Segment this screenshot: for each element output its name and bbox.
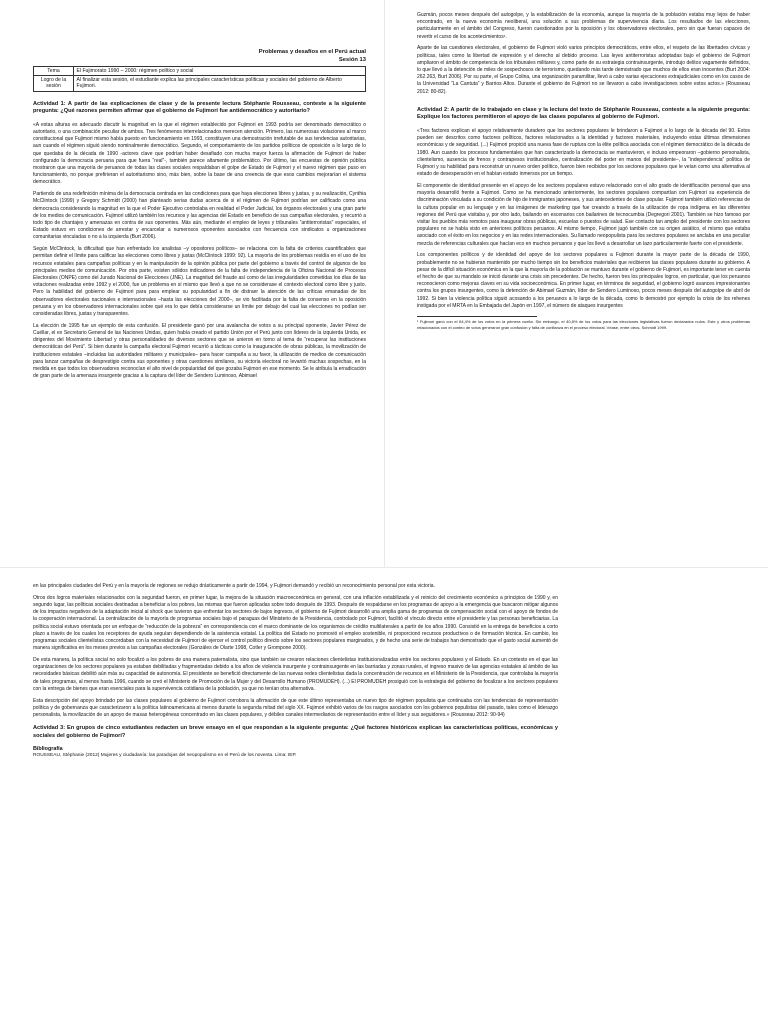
bibliography-entry: ROUSSEAU, Stéphanie (2012) Mujeres y ciudadanía: las paradojas del neopopulismo en el Perú de los noventa. Lima: IEP. bbox=[33, 753, 297, 759]
paragraph: La elección de 1995 fue un ejemplo de esta confusión. El presidente ganó por una avalancha de votos a su principal oponente, Javier Pérez de Cuéllar, el ex Secretario General de las Naciones Unidas, quien había creado el partido Unión por el Perú junto con líderes de la izquierda Unida, ex dirigentes del Movimiento Libertad y otras personalidades de diversos sectores que se unieron en torno al tema de “recuperar las instituciones democráticas del Perú”. Si bien durante la campaña electoral Fujimori recurrió a tácticas como la inauguración de obras públicas, la movilización de instituciones estatales –incluidas las autoridades militares y municipales– para hacer campaña a su favor, la utilización de medios de comunicación para lanzar campañas de desprestigio contra sus oponentes y otras cuestiones similares, su victoria electoral no levantó muchas sospechas, en la medida en que todos los observadores reconocían el alto nivel de popularidad del que gozaba Fujimori en ese momento. Se le atribuía la erradicación de gran parte de la amenaza insurgente gracias a la captura del líder de Sendero Luminoso, Abimael bbox=[33, 322, 366, 380]
paragraph: Esta descripción del apoyo brindado por las clases populares al gobierno de Fujimori corrobora la afirmación de que este último representaba un nuevo tipo de régimen populista que continuaba con las tendencias de representación política y de gobernanza que caracterizaron a la política latinoamericana al menos durante la segunda mitad del siglo XX. Fujimori exhibió varios de los rasgos asociados con los gobiernos populistas del pasado, tales como el liderazgo personalista, la movilización de un apoyo de masas heterogéneas concentrado en las clases populares, y débiles canales intermediarios de representación entre el líder y sus seguidores.» (Rousseau 2012: 90-94) bbox=[33, 697, 558, 719]
document-title bbox=[33, 48, 366, 64]
paragraph: Según McClintock, la dificultad que han enfrentado los analistas –y opositores políticos– se relaciona con la falta de criterios cuantificables que permitan definir el límite para calificar las elecciones como libres y justas (McClintock 1999: 92). La mayoría de los problemas residía en el uso de los recursos estatales para campañas políticas y en la manipulación de la opinión pública por parte del gobierno a través del control de algunos de los principales medios de comunicación. Por otra parte, existen sólidos indicadores de la falta de independencia de la Oficina Nacional de Procesos Electorales (ONPE) como del Jurado Nacional de Elecciones (JNE). La magnitud del fraude así como de las irregularidades cometidas los días de las votaciones realizadas entre 1992 y el 2000, fue un problema en sí mismo que llevó a que no se considerase el contexto electoral como libre y justo. Pero la habilidad del gobierno de Fujimori para para emplear su popularidad a fin de distraer la atención de las críticas emanadas de los observadores electorales nacionales e internacionales –hasta las elecciones del 2000–, se vio facilitada por la falta de consenso en la oposición peruana y en los observadores internacionales sobre qué era lo que debía considerarse un límite por debajo del cual las elecciones no podían ser consideradas libres, justas y transparentes. bbox=[33, 246, 366, 318]
document-page-1 bbox=[0, 0, 384, 567]
session-number: Sesión 13 bbox=[338, 57, 366, 64]
table-row bbox=[34, 76, 366, 91]
paragraph: Aparte de las cuestiones electorales, el gobierno de Fujimori violó varios principios democráticos, entre ellos, el respeto de las libertades cívicas y políticas, tales como la libertad de expresión y el derecho al debido proceso. Las leyes antiterroristas adoptadas bajo el gobierno de Fujimori ampliaron el ámbito de competencia de los tribunales militares y, como parte de su estrategia contrainsurgente, introdujo delitos vagamente definidos, lo que llevó a la detención de miles de sospechosos de terrorismo, quedando más tarde demostrado que muchos de ellos eran inocentes (Burt 2004: 262.263, Burt 2006). Por su parte, el Grupo Colina, una organización paramilitar, llevó a cabo varias ejecuciones extrajudiciales como en los casos de la Universidad “La Cantuta” y Barrios Altos. Durante el gobierno de Fujimori no se llevaron a cabo investigaciones sobre estos actos.» (Rousseau 2012: 80-82). bbox=[417, 45, 750, 95]
document-page-2 bbox=[385, 0, 768, 567]
table-value-cell: Al finalizar esta sesión, el estudiante explica las principales características políticas y sociales del gobierno de Alberto Fujimori. bbox=[74, 76, 366, 91]
paragraph: «A estas alturas es adecuado discutir la magnitud en la que el régimen establecido por Fujimori en 1993 podría ser denominado democrático o autoritario, o una combinación peculiar de ambos. Tres fenómenos interrelacionados merecen atención. Primero, las numerosas violaciones al marco constitucional que Fujimori mismo había puesto en funcionamiento en 1993, constituyen una demostración irrefutable de sus tendencias autoritarias, aun cuando el régimen siguió siendo nominalmente democrático. Segundo, el comportamiento de los partidos políticos de oposición a lo largo de lo que quedaba de la década de 1990 -actores clave que podrían haber desafiado con mucha mayor fuerza la afirmación de Fujimori de haber configurado la democracia peruana para que fuera “real”-, también parece altamente problemático. Por último, las encuestas de opinión pública mostraron que una mayoría de peruanos de todas las clases sociales respaldaban el golpe de Estado de Fujimori y el nuevo régimen que puso en funcionamiento, no porque prefirieran el autoritarismo sino, más bien, sobre la base de una creencia de que esos cambios mejorarían el sistema democrático. bbox=[33, 121, 366, 186]
bibliography-heading: Bibliografía bbox=[33, 746, 63, 753]
paragraph: «Tres factores explican el apoyo relativamente duradero que los sectores populares le brindaron a Fujimori a lo largo de la década del 90. Estos pueden ser descritos como factores políticos, factores relacionados a la identidad y factores materiales, incluyendo estas últimas dimensiones económicas y de seguridad. (...) Fujimori propició una nueva fase de ruptura con la élite política asociada con el régimen democrático de la década de 1980. Aun cuando los procesos fundamentales que han caracterizado la democracia se mantuvieron, e incluso empeoraron –gobierno personalista, clientelismo, ausencia de frenos y contrapesos institucionales, centralización del poder en manos del presidente–, la “independencia” política de Fujimori y su habilidad para reconstruir un nuevo orden político, fueron bien recibidos por los sectores populares que le veían como una alternativa al estado de desesperación en el habían estado inmersos por un tiempo. bbox=[417, 128, 750, 178]
activity-1-heading: Actividad 1: A partir de las explicaciones de clase y de la presente lectura Stéphanie Rousseau, conteste a la siguiente pregunta: ¿Qué razones permiten afirmar que el gobierno de Fujimori fue antidemocrático y autoritario? bbox=[33, 100, 366, 115]
activity-3-heading: Actividad 3: En grupos de cinco estudiantes redacten un breve ensayo en el que respondan a la siguiente pregunta: ¿Qué factores históricos explican las características políticas, económicas y sociales del gobierno de Fujimori? bbox=[33, 725, 558, 739]
footnote-divider bbox=[417, 316, 537, 317]
paragraph: De esta manera, la política social no solo focalizó a los pobres de una manera paternalista, sino que también se crearon relaciones clientelistas institucionalizadas entre los sectores populares y el Estado. En un contexto en el que las organizaciones de los sectores populares ya estaban debilitadas y fragmentadas debido a los años de violencia insurgente y contrainsurgente en las barriadas y zonas rurales, el ingreso masivo de las agencias estatales al ámbito de las necesidades básicas debilitó aún más su capacidad de autonomía. El presidente se benefició directamente de las nuevas redes clientelistas dada la concentración de recursos en el Ministerio de la Presidencia, que controlaba la mayoría de tales programas, al menos hasta 1996, cuando se creó el Ministerio de Promoción de la Mujer y del Desarrollo Humano (PROMUDEH). (...) El PROMUDEH prosiguió con la estrategia del gobierno de focalizar a los sectores populares con la entrega de bienes que eran esenciales para la supervivencia cotidiana de la población, ya que no tenían otra alternativa. bbox=[33, 657, 558, 692]
table-value-cell: El Fujimorato 1990 – 2000: régimen político y social bbox=[74, 67, 366, 76]
table-key-cell: Logro de la sesión bbox=[34, 76, 74, 91]
paragraph: Otros dos logros materiales relacionados con la seguridad fueron, en primer lugar, la mejora de la situación macroeconómica en general, con una inflación estabilizada y el reinicio del crecimiento económico a principios de 1990 y, en segundo lugar, las políticas sociales destinadas a beneficiar a los pobres, las mismas que fueron aplicadas sobre todo después de 1993. Después de respaldarse en los programas de apoyo a la emergencia que buscaron mitigar algunos de los impactos negativos de la adaptación inicial al shock que tuvieron que enfrentar los sectores de bajos ingresos, el gobierno de Fujimori desarrolló una amplia gama de programas de compensación social con el apoyo de fondos de la cooperación internacional. La centralización de la mayoría de programas sociales bajo el paraguas del Ministerio de la Presidencia, controlado por Fujimori, facilitó el vínculo directo entre el presidente y las personas beneficiarias. La política social estuvo orientada por un enfoque de “reducción de la pobreza” en correspondencia con el marco dominante de los organismos de crédito multilaterales a partir de los años 1990. Consistió en la entrega de beneficios a corto plazo a través de los cuales los receptores de ayuda seguían dependiendo de la asistencia estatal. La política del Estado no promovió el empleo sostenible, ni proporcionó recursos productivos o de formación técnica. En cambio, los programas sociales clientelistas concordaban con la necesidad de Fujimori de ejercer el control político directo sobre los sectores populares marginados, y de hecho una serie de trabajos han demostrado que el gasto social aumentó de manera significativa en los meses previos a las campañas electorales (Gonzáles de Olarte 1998, Cotler y Grompone 2000). bbox=[33, 594, 558, 652]
paragraph: Partiendo de una redefinición mínima de la democracia centrada en las condiciones para que haya elecciones libres y justas, y su realización, Cynthia McClintock (1999) y Gregory Schmidt (2000) han planteado serias dudas acerca de si el régimen de Fujimori podrían ser calificado como una democracia considerando la magnitud en la que el Poder Ejecutivo controlaba en realidad el Poder Judicial, los órganos electorales y una gran parte de los medios de comunicación. Fujimori utilizó también los recursos y las agencias del Estado en beneficio de sus campañas electorales, y recurrió a todo tipo de chantajes y amenazas en contra de sus oponentes. Más aún, mediante el empleo de leyes y tribunales “antiterroristas” especiales, el Estado estuvo en condiciones de arrestar y encarcelar a numerosos oponentes asociados con frecuencia con sindicatos u organizaciones comunitarias vinculadas o no a la izquierda (Burt 2006). bbox=[33, 191, 366, 241]
course-title: Problemas y desafíos en el Perú actual bbox=[258, 49, 366, 55]
footnote: ¹ Fujimori ganó con el 64,4% de los votos en la primera vuelta. Sin embargo, el 40,8% de los votos para las elecciones legislativas fueron declarados nulos. Este y otros problemas relacionados con el conteo de votos generaron gran confusión y falta de confianza en el proceso electoral. Véase, entre otros, Schmidt 1999. bbox=[417, 319, 750, 330]
paragraph: Los componentes políticos y de identidad del apoyo de los sectores populares a Fujimori durante la mayor parte de la década de 1990, probablemente no se hubieran mantenido por mucho tiempo sin los beneficios materiales que recibieron las clases populares durante su gobierno. A pesar de la difícil situación económica en la que la mayoría de la población se mantuvo durante el gobierno de Fujimori, es importante tener en cuenta el hecho de que su mandato se inició durante una crisis sin precedentes. De hecho, fueron tres los principales logros, en particular, que los peruanos reconocieron como mejoras claves en su vida socioeconómica. En primer lugar, en términos de seguridad, el gobierno logró avances impresionantes contra los grupos insurgentes, como la detención de Abimael Guzmán, líder de Sendero Luminoso, pocos meses después del autogolpe de abril de 1992. Si bien la violencia política siguió acosando a los peruanos a lo largo de la década, como lo demostró por ejemplo la crisis de los rehenes instigada por el MRTA en la Embajada del Japón en 1997, el número de ataques insurgentes bbox=[417, 252, 750, 309]
paragraph: Guzmán, pocos meses después del autogolpe, y la estabilización de la economía, aunque la mayoría de la población estaba muy lejos de haber encontrado, en la nueva economía neoliberal, una solución a sus problemas de supervivencia diaria. Los resultados de las elecciones, particularmente en el ámbito del Congreso, fueron cuestionados por la oposición y los observadores electorales, pero sin que fueran capaces de revertir el curso de los acontecimientos¹. bbox=[417, 12, 750, 40]
session-info-table bbox=[33, 66, 366, 91]
paragraph: El componente de identidad presente en el apoyo de los sectores populares estuvo relacionado con el alto grado de identificación personal que una mayoría desarrolló frente a Fujimori. Como se ha mencionado anteriormente, los sectores populares compartían con Fujimori su experiencia de discriminación vinculada a su condición de hijo de inmigrantes japoneses, y sus antecedentes de clase popular. Fujimori también utilizó referencias de la cultura popular en su lenguaje y en las imágenes de marketing que fue creando a través de la utilización de ropa indígena en las diferentes regiones del Perú que visitaba y, por otro lado, bailando en escenarios con bailarines de tecnocumbia (Degregori 2001). También se hizo famoso por visitar los pueblos más remotos para inaugurar obras públicas, escuelas o puestos de salud. Ese contacto tan amplio del presidente con los sectores populares no se había visto en anteriores políticos peruanos. Al mismo tiempo, Fujimori jugó también con su origen asiático, el mismo que estaba asociado con el éxito en los negocios y en las redes internacionales. Su llamado neopopulista para los sectores populares se anclaba en una peculiar mezcla de referencias culturales que hacían eco en muchos peruanos y que los llevó a desarrollar un lazo particularmente fuerte con el presidente. bbox=[417, 183, 750, 247]
activity-2-heading: Actividad 2: A partir de lo trabajado en clase y la lectura del texto de Stéphanie Rousseau, conteste a la siguiente pregunta: Explique los factores permitieron el apoyo de las clases populares al gobierno de Fujimori. bbox=[417, 106, 750, 121]
table-key-cell: Tema bbox=[34, 67, 74, 76]
document-page-3 bbox=[0, 568, 768, 1024]
table-row bbox=[34, 67, 366, 76]
paragraph: en las principales ciudades del Perú y en la mayoría de regiones se redujo drásticamente a partir de 1994, y Fujimori demandó y recibió un reconocimiento personal por esta victoria. bbox=[33, 583, 435, 589]
